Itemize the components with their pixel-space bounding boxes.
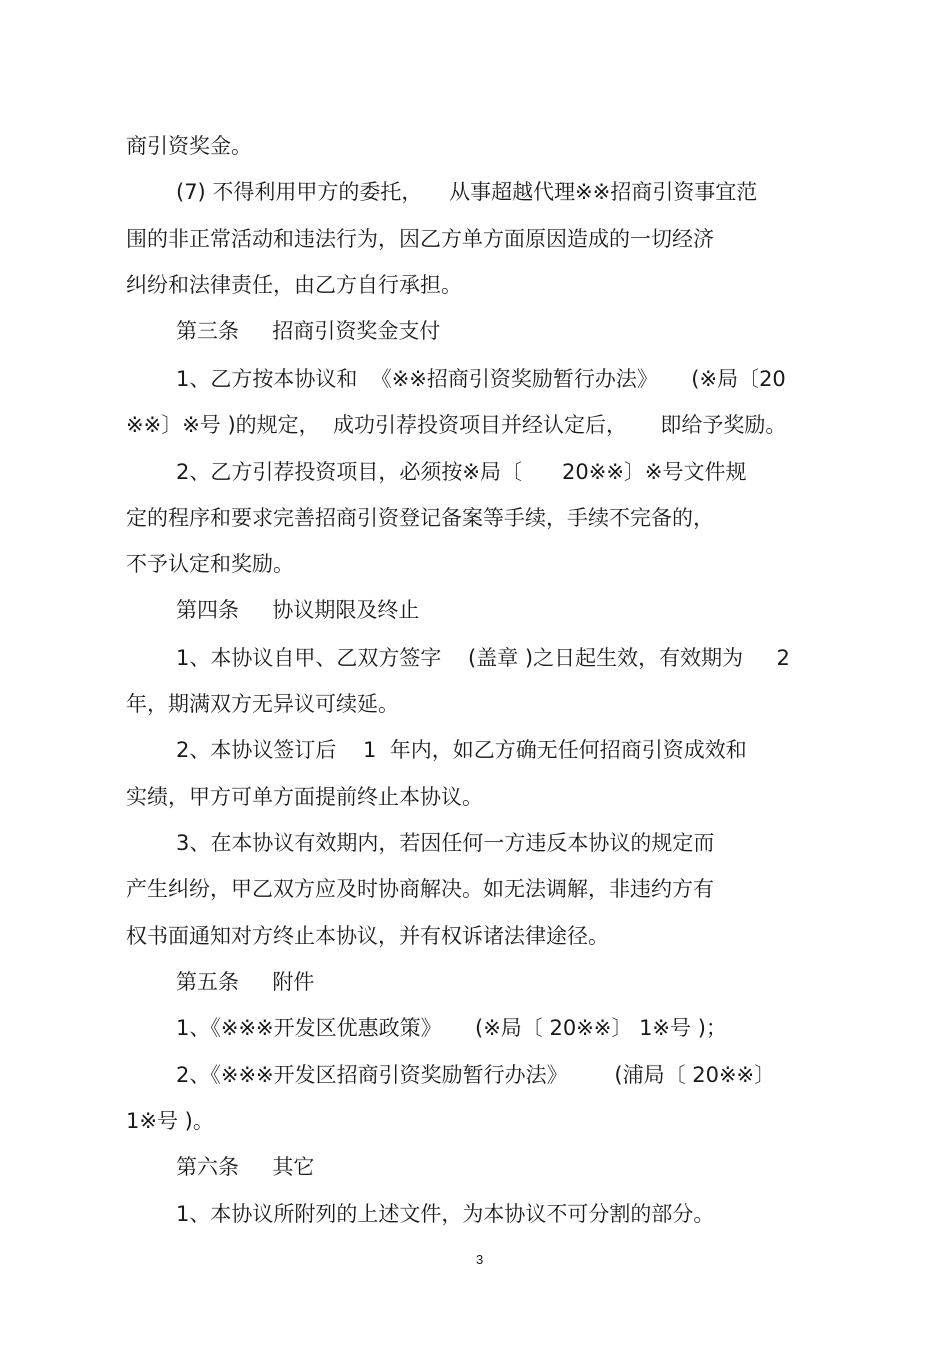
- text-line: 围的非正常活动和违法行为，因乙方单方面原因造成的一切经济: [126, 227, 714, 251]
- text-line: ※※〕※号 )的规定， 成功引荐投资项目并经认定后， 即给予奖励。: [126, 413, 787, 437]
- text-line: (7) 不得利用甲方的委托， 从事超越代理※※招商引资事宜范: [176, 180, 758, 204]
- text-line: 权书面通知对方终止本协议，并有权诉诸法律途径。: [126, 924, 609, 948]
- text-line: 定的程序和要求完善招商引资登记备案等手续，手续不完备的，: [126, 506, 714, 530]
- page-number: 3: [476, 1252, 484, 1267]
- text-line: 2、本协议签订后 1 年内，如乙方确无任何招商引资成效和: [176, 738, 747, 762]
- text-line: 不予认定和奖励。: [126, 552, 294, 576]
- text-line: 年，期满双方无异议可续延。: [126, 692, 399, 716]
- text-line: 1、乙方按本协议和 《※※招商引资奖励暂行办法》 (※局〔20: [176, 367, 786, 391]
- text-line: 实绩，甲方可单方面提前终止本协议。: [126, 785, 483, 809]
- text-line: 1、本协议所附列的上述文件，为本协议不可分割的部分。: [176, 1202, 715, 1226]
- text-line: 商引资奖金。: [126, 134, 252, 158]
- text-line: 2、乙方引荐投资项目，必须按※局〔 20※※〕※号文件规: [176, 460, 747, 484]
- text-line: 纠纷和法律责任，由乙方自行承担。: [126, 273, 462, 297]
- text-line: 1※号 )。: [126, 1109, 214, 1133]
- section-heading: 第五条 附件: [176, 970, 315, 994]
- section-heading: 第六条 其它: [176, 1155, 315, 1179]
- text-line: 2、《※※※开发区招商引资奖励暂行办法》 (浦局〔 20※※〕: [176, 1063, 776, 1087]
- text-line: 1、本协议自甲、乙双方签字 (盖章 )之日起生效，有效期为 2: [176, 646, 790, 670]
- text-line: 产生纠纷，甲乙双方应及时协商解决。如无法调解，非违约方有: [126, 877, 714, 901]
- section-heading: 第三条 招商引资奖金支付: [176, 319, 441, 343]
- section-heading: 第四条 协议期限及终止: [176, 598, 420, 622]
- text-line: 3、在本协议有效期内，若因任何一方违反本协议的规定而: [176, 831, 715, 855]
- text-line: 1、《※※※开发区优惠政策》 (※局〔 20※※〕 1※号 )；: [176, 1016, 727, 1040]
